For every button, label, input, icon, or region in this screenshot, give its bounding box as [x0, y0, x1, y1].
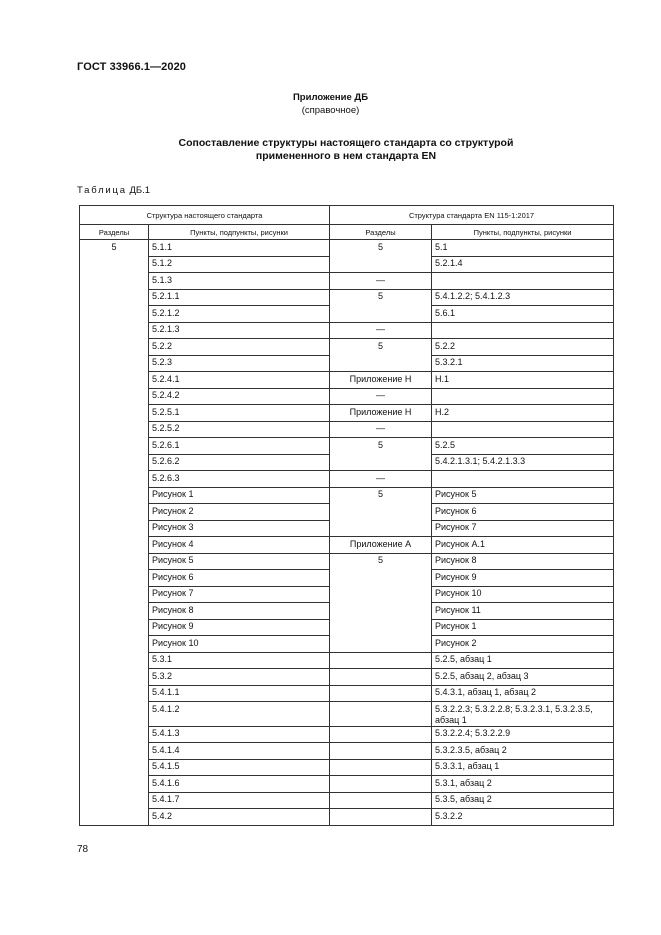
cell-section-right: [330, 743, 432, 760]
cell-section-right: [330, 669, 432, 686]
table-label: [77, 185, 150, 196]
table-row: [80, 652, 614, 669]
cell-section-right: —: [330, 471, 432, 488]
cell-section-right: [330, 776, 432, 793]
cell-item-left: Рисунок 3: [149, 520, 330, 537]
cell-item-right: Рисунок 10: [432, 586, 614, 603]
table-row: [80, 537, 614, 554]
cell-item-right: Рисунок 2: [432, 636, 614, 653]
table-row: [80, 322, 614, 339]
cell-section-right: Приложение А: [330, 537, 432, 554]
cell-item-left: 5.4.2: [149, 809, 330, 826]
cell-item-right: 5.3.5, абзац 2: [432, 792, 614, 809]
cell-item-right: Рисунок 7: [432, 520, 614, 537]
cell-item-right: 5.3.1, абзац 2: [432, 776, 614, 793]
group-header-right: Структура стандарта EN 115-1:2017: [330, 206, 614, 225]
table-row: [80, 421, 614, 438]
cell-section-right: [330, 702, 432, 727]
table-row: [80, 685, 614, 702]
cell-section-left: 5: [80, 240, 149, 826]
col-header-sections-left: Разделы: [80, 225, 149, 240]
cell-item-left: 5.2.1.1: [149, 289, 330, 306]
cell-item-left: 5.1.3: [149, 273, 330, 290]
cell-item-right: 5.3.2.2.3; 5.3.2.2.8; 5.3.2.3.1, 5.3.2.3.5, абзац 1: [432, 702, 614, 727]
cell-section-right: —: [330, 273, 432, 290]
cell-item-left: 5.2.5.2: [149, 421, 330, 438]
cell-item-left: Рисунок 7: [149, 586, 330, 603]
cell-section-right: 5: [330, 553, 432, 652]
heading-line-1: Сопоставление структуры настоящего стандарта со структурой: [178, 137, 514, 149]
cell-item-right: [432, 273, 614, 290]
cell-section-right: —: [330, 388, 432, 405]
cell-item-right: 5.4.3.1, абзац 1, абзац 2: [432, 685, 614, 702]
cell-section-right: Приложение Н: [330, 372, 432, 389]
cell-item-right: Рисунок 1: [432, 619, 614, 636]
cell-item-left: Рисунок 5: [149, 553, 330, 570]
cell-item-right: Н.1: [432, 372, 614, 389]
cell-item-left: 5.2.1.2: [149, 306, 330, 323]
cell-item-right: [432, 388, 614, 405]
cell-item-left: 5.4.1.2: [149, 702, 330, 727]
table-row: [80, 792, 614, 809]
cell-item-right: Рисунок 6: [432, 504, 614, 521]
cell-item-left: 5.4.1.5: [149, 759, 330, 776]
cell-item-right: 5.2.5: [432, 438, 614, 455]
table-column-header: [80, 225, 614, 240]
cell-section-right: Приложение Н: [330, 405, 432, 422]
annex-title: Приложение ДБ: [292, 92, 369, 103]
cell-item-left: 5.4.1.1: [149, 685, 330, 702]
cell-item-right: Рисунок 9: [432, 570, 614, 587]
cell-item-right: 5.3.2.2.4; 5.3.2.2.9: [432, 726, 614, 743]
cell-section-right: [330, 685, 432, 702]
cell-item-left: Рисунок 10: [149, 636, 330, 653]
cell-item-right: 5.1: [432, 240, 614, 257]
cell-item-right: Рисунок А.1: [432, 537, 614, 554]
table-row: [80, 776, 614, 793]
cell-item-right: [432, 471, 614, 488]
heading-line-2: примененного в нем стандарта EN: [255, 150, 437, 162]
cell-section-right: [330, 809, 432, 826]
cell-item-left: 5.4.1.4: [149, 743, 330, 760]
cell-item-left: 5.2.3: [149, 355, 330, 372]
cell-item-right: 5.3.2.3.5, абзац 2: [432, 743, 614, 760]
cell-section-right: —: [330, 421, 432, 438]
table-row: [80, 669, 614, 686]
table-row: [80, 240, 614, 257]
cell-item-right: 5.4.2.1.3.1; 5.4.2.1.3.3: [432, 454, 614, 471]
col-header-items-left: Пункты, подпункты, рисунки: [149, 225, 330, 240]
cell-section-right: [330, 759, 432, 776]
cell-item-left: Рисунок 8: [149, 603, 330, 620]
cell-section-right: [330, 652, 432, 669]
cell-item-left: 5.1.1: [149, 240, 330, 257]
cell-item-left: 5.4.1.6: [149, 776, 330, 793]
table-row: [80, 388, 614, 405]
table-row: [80, 405, 614, 422]
table-row: [80, 471, 614, 488]
cell-item-left: 5.2.1.3: [149, 322, 330, 339]
section-heading: [0, 137, 661, 163]
cell-section-right: 5: [330, 289, 432, 322]
cell-item-left: Рисунок 1: [149, 487, 330, 504]
cell-section-right: [330, 726, 432, 743]
structure-comparison-table: [79, 205, 614, 826]
table-row: [80, 289, 614, 306]
cell-section-right: 5: [330, 438, 432, 471]
cell-item-left: Рисунок 9: [149, 619, 330, 636]
cell-item-left: Рисунок 2: [149, 504, 330, 521]
table-row: [80, 339, 614, 356]
cell-item-left: 5.2.2: [149, 339, 330, 356]
page-number: 78: [77, 844, 89, 855]
cell-section-right: 5: [330, 339, 432, 372]
cell-item-right: 5.6.1: [432, 306, 614, 323]
table-row: [80, 553, 614, 570]
cell-item-right: 5.2.2: [432, 339, 614, 356]
cell-section-right: 5: [330, 240, 432, 273]
cell-item-left: Рисунок 4: [149, 537, 330, 554]
cell-item-left: 5.2.4.2: [149, 388, 330, 405]
table-row: [80, 372, 614, 389]
table-row: [80, 273, 614, 290]
cell-item-left: 5.2.6.1: [149, 438, 330, 455]
cell-item-left: 5.4.1.3: [149, 726, 330, 743]
cell-item-left: 5.1.2: [149, 256, 330, 273]
table-body: [80, 240, 614, 826]
cell-item-right: Рисунок 5: [432, 487, 614, 504]
col-header-items-right: Пункты, подпункты, рисунки: [432, 225, 614, 240]
cell-item-left: 5.2.4.1: [149, 372, 330, 389]
cell-item-right: Н.2: [432, 405, 614, 422]
table-row: [80, 726, 614, 743]
group-header-left: Структура настоящего стандарта: [80, 206, 330, 225]
cell-section-right: [330, 792, 432, 809]
cell-item-right: 5.2.5, абзац 1: [432, 652, 614, 669]
cell-item-right: Рисунок 8: [432, 553, 614, 570]
cell-item-left: Рисунок 6: [149, 570, 330, 587]
table-row: [80, 702, 614, 727]
cell-item-left: 5.4.1.7: [149, 792, 330, 809]
cell-item-right: 5.4.1.2.2; 5.4.1.2.3: [432, 289, 614, 306]
cell-item-right: Рисунок 11: [432, 603, 614, 620]
cell-item-right: 5.3.2.2: [432, 809, 614, 826]
cell-item-right: [432, 421, 614, 438]
cell-item-right: [432, 322, 614, 339]
table-row: [80, 487, 614, 504]
cell-item-right: 5.3.2.1: [432, 355, 614, 372]
table-row: [80, 743, 614, 760]
cell-section-right: —: [330, 322, 432, 339]
document-id: ГОСТ 33966.1—2020: [77, 61, 187, 73]
cell-section-right: 5: [330, 487, 432, 537]
col-header-sections-right: Разделы: [330, 225, 432, 240]
table-row: [80, 438, 614, 455]
table-label-number: ДБ.1: [129, 185, 151, 196]
cell-item-left: 5.2.5.1: [149, 405, 330, 422]
table-label-word: Таблица: [77, 185, 127, 196]
cell-item-right: 5.2.1.4: [432, 256, 614, 273]
cell-item-right: 5.3.3.1, абзац 1: [432, 759, 614, 776]
cell-item-left: 5.3.1: [149, 652, 330, 669]
table-group-header: [80, 206, 614, 225]
cell-item-left: 5.3.2: [149, 669, 330, 686]
cell-item-left: 5.2.6.2: [149, 454, 330, 471]
cell-item-left: 5.2.6.3: [149, 471, 330, 488]
cell-item-right: 5.2.5, абзац 2, абзац 3: [432, 669, 614, 686]
table-row: [80, 759, 614, 776]
annex-subtitle: (справочное): [301, 105, 360, 116]
table-row: [80, 809, 614, 826]
